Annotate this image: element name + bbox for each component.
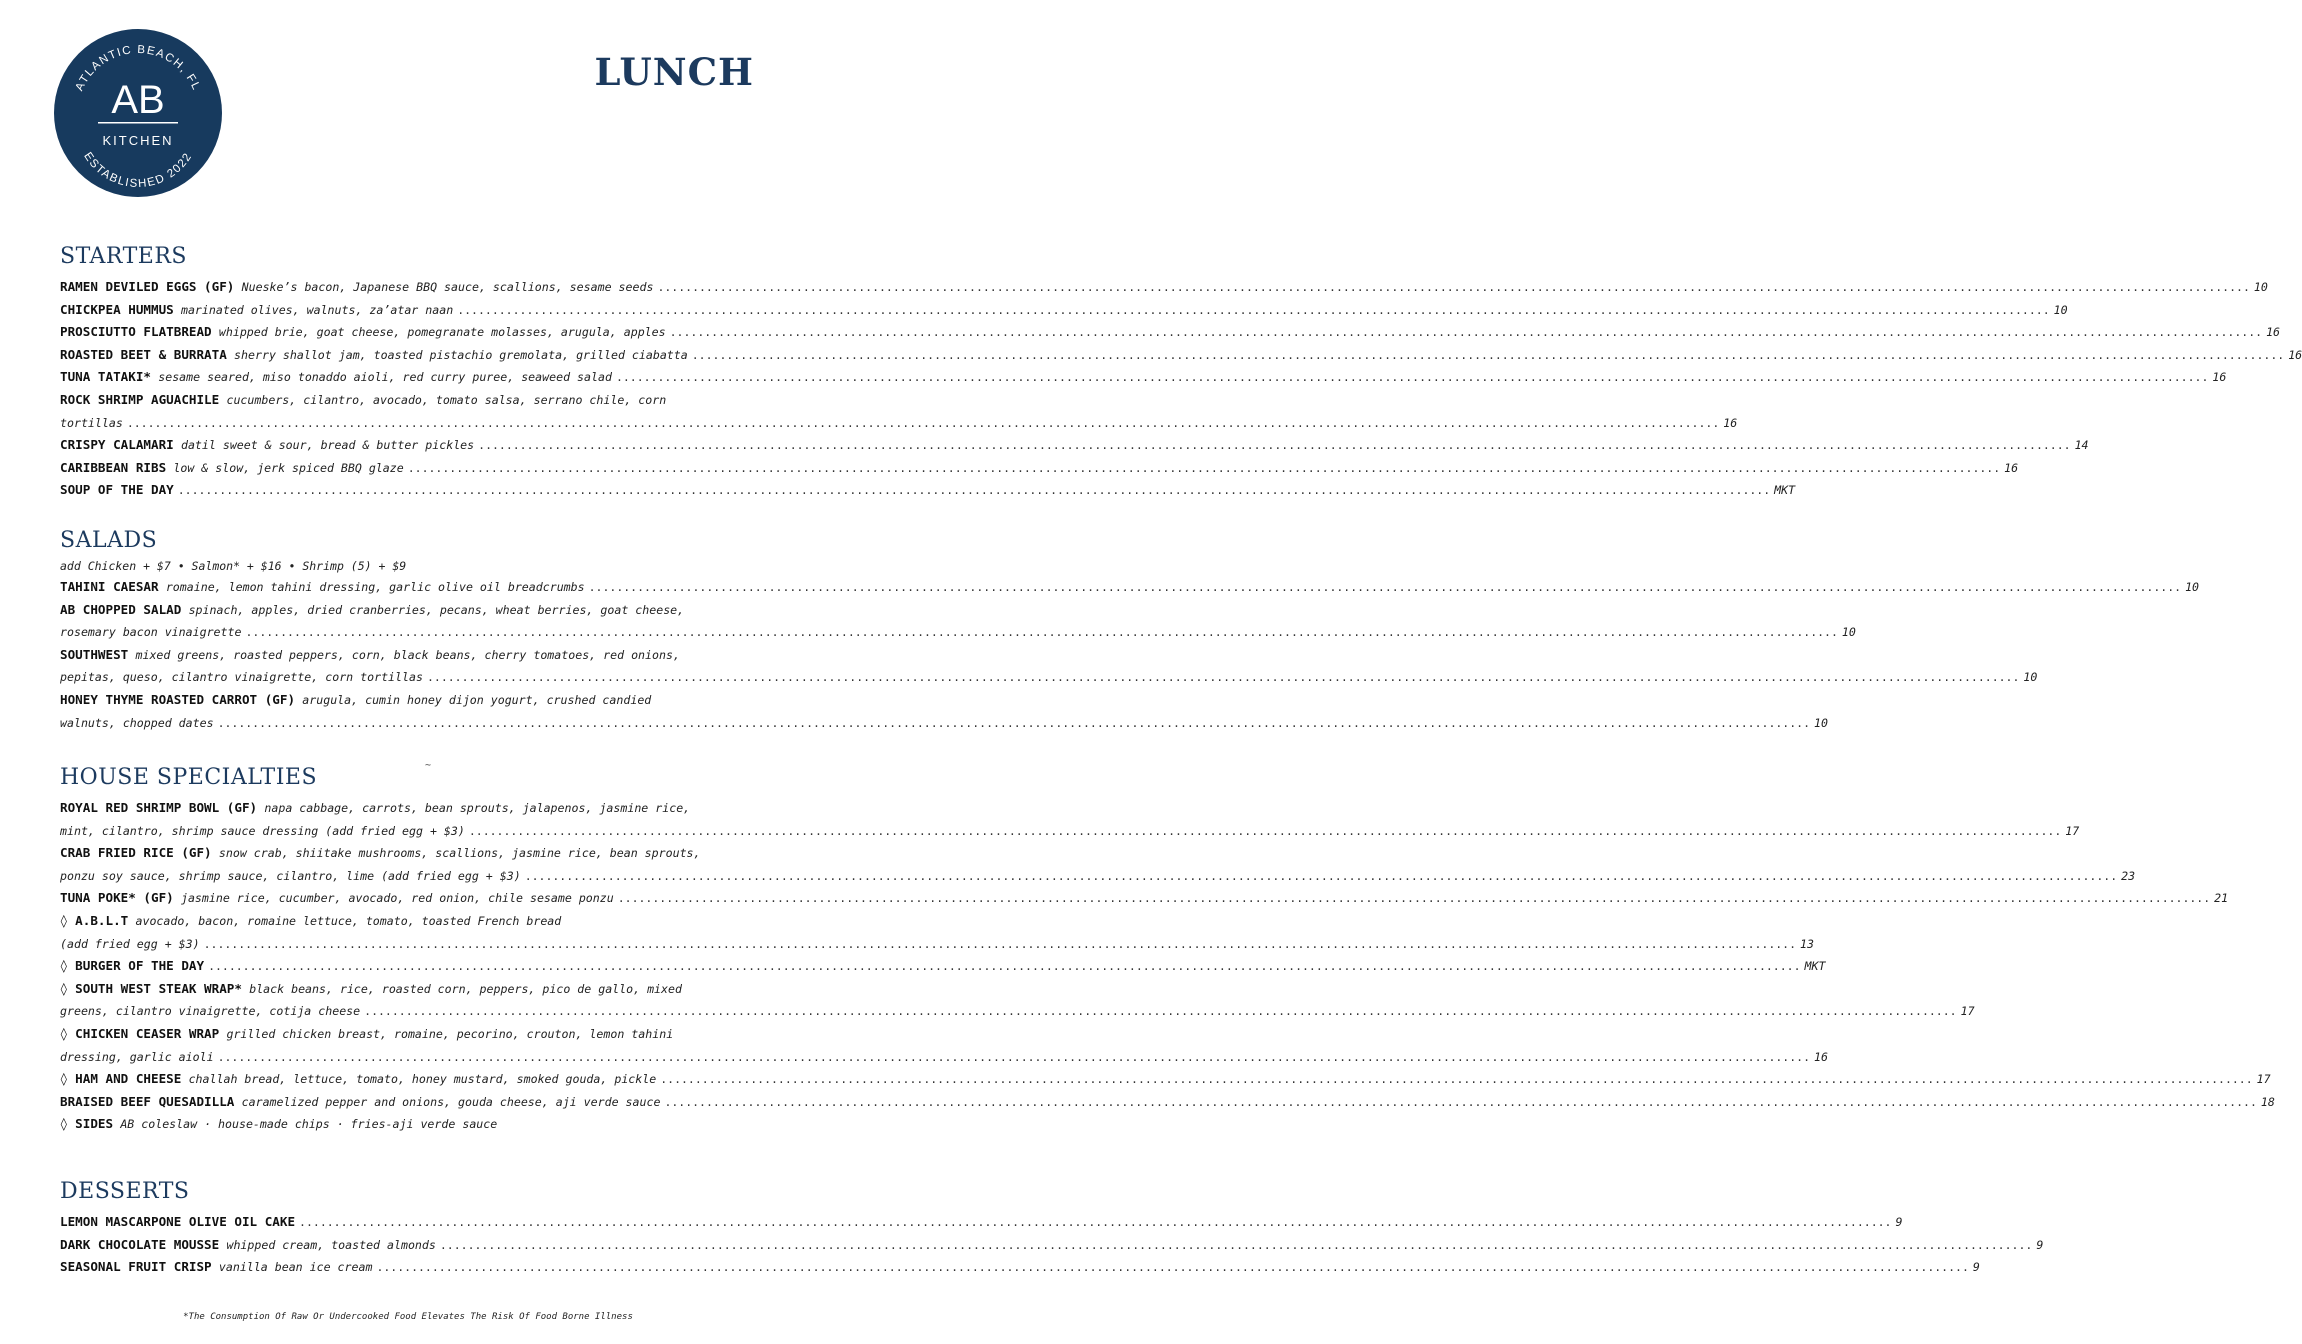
menu-item-line <box>60 389 756 412</box>
dot-leader <box>376 1256 1968 1279</box>
section-title: SALADS <box>60 528 158 553</box>
menu-item-description: Nueske’s bacon, Japanese BBQ sauce, scallions, sesame seeds <box>241 280 654 294</box>
menu-item-line <box>60 299 2068 322</box>
menu-item-price: 10 <box>1814 715 1828 730</box>
menu-item <box>60 599 1856 644</box>
menu-item-text <box>60 366 612 389</box>
menu-item-price: 17 <box>2256 1072 2271 1087</box>
menu-item-price: 16 <box>2004 460 2019 475</box>
menu-item-description: marinated olives, walnuts, za’atar naan <box>180 302 454 317</box>
menu-item-name: DARK CHOCOLATE MOUSSE <box>60 1236 220 1252</box>
menu-item-line <box>60 1211 1903 1234</box>
menu-item <box>60 344 2302 367</box>
menu-item-description-cont: mint, cilantro, shrimp sauce dressing (add fried egg + $3) <box>60 823 465 838</box>
menu-item-line <box>60 276 2268 299</box>
svg-text:ESTABLISHED 2022: ESTABLISHED 2022 <box>81 150 195 191</box>
menu-item-description: snow crab, shiitake mushrooms, scallions, jasmine rice, bean sprouts, <box>218 846 701 861</box>
menu-item-description: caramelized pepper and onions, gouda cheese, aji verde sauce <box>241 1094 661 1109</box>
section-title: DESSERTS <box>60 1179 190 1204</box>
menu-item-description: spinach, apples, dried cranberries, pecans, wheat berries, goat cheese, <box>188 602 685 617</box>
menu-item-line <box>60 434 2089 457</box>
menu-item-name: ◊ SIDES <box>60 1116 114 1132</box>
menu-item-description: AB coleslaw · house-made chips · fries-aji verde sauce <box>120 1117 498 1132</box>
section-title: STARTERS <box>60 244 187 269</box>
menu-item-price: 23 <box>2121 868 2136 883</box>
menu-item-line <box>60 412 1738 435</box>
menu-item-price: MKT <box>1774 483 1796 498</box>
menu-item-text <box>60 1091 660 1114</box>
menu-item <box>60 910 1815 955</box>
dot-leader <box>692 344 2284 367</box>
menu-item-price: 14 <box>2074 438 2089 453</box>
menu-item-line <box>60 576 2200 599</box>
menu-item-price: MKT <box>1804 959 1826 974</box>
menu-item <box>60 955 1826 978</box>
dot-leader <box>469 820 2061 843</box>
menu-item-price: 16 <box>1723 415 1738 430</box>
dot-leader <box>660 1068 2252 1091</box>
menu-item-line <box>60 1256 1980 1279</box>
menu-item-line <box>60 344 2302 367</box>
menu-item-text <box>60 321 666 344</box>
menu-item-text <box>60 276 653 299</box>
dot-leader <box>364 1000 1956 1023</box>
dot-leader <box>245 621 1837 644</box>
menu-item-text <box>60 299 453 322</box>
menu-item-line <box>60 479 1796 502</box>
menu-item-description: black beans, rice, roasted corn, peppers, pico de gallo, mixed <box>249 981 682 996</box>
menu-item-description-cont: pepitas, queso, cilantro vinaigrette, corn tortillas <box>60 670 423 685</box>
menu-item-description: sherry shallot jam, toasted pistachio gremolata, grilled ciabatta <box>234 347 688 362</box>
dot-leader <box>616 366 2208 389</box>
menu-item-line <box>60 666 2038 689</box>
svg-text:KITCHEN: KITCHEN <box>102 133 174 148</box>
menu-item <box>60 644 2038 689</box>
menu-item-name: SOUTHWEST <box>60 646 129 662</box>
dot-leader <box>218 1046 1810 1069</box>
menu-item-name: ◊ HAM AND CHEESE <box>60 1071 182 1087</box>
menu-item-line <box>60 955 1826 978</box>
menu-item-line <box>60 366 2227 389</box>
menu-item-description-cont: (add fried egg + $3) <box>60 936 200 951</box>
menu-item-description: cucumbers, cilantro, avocado, tomato salsa, serrano chile, corn <box>226 392 667 407</box>
dot-leader <box>457 299 2049 322</box>
menu-item-price: 9 <box>1972 1260 1980 1275</box>
dot-leader <box>218 712 1810 735</box>
menu-item-line <box>60 978 756 1001</box>
menu-item-text <box>60 820 465 843</box>
menu-item <box>60 1023 1828 1068</box>
dot-leader <box>589 576 2181 599</box>
menu-item-text <box>60 344 688 367</box>
menu-item-price: 9 <box>1895 1215 1903 1229</box>
menu-item <box>60 479 1796 502</box>
svg-text:ATLANTIC BEACH, FL: ATLANTIC BEACH, FL <box>73 43 203 93</box>
section-title: HOUSE SPECIALTIES <box>60 765 318 790</box>
menu-item-description: low & slow, jerk spiced BBQ glaze <box>173 460 404 475</box>
dot-leader <box>525 865 2117 888</box>
menu-item-price: 16 <box>2212 370 2227 385</box>
menu-item-line <box>60 712 1828 735</box>
menu-item-text <box>60 1234 436 1257</box>
dot-leader <box>670 321 2262 344</box>
menu-item <box>60 1068 2271 1091</box>
ab-kitchen-logo <box>54 29 222 197</box>
menu-item-name: ROCK SHRIMP AGUACHILE <box>60 391 220 407</box>
menu-item-text <box>60 621 241 644</box>
menu-item-text <box>60 1000 360 1023</box>
menu-item-line <box>60 321 2281 344</box>
menu-item <box>60 1091 2275 1114</box>
menu-item-name: TUNA POKE* (GF) <box>60 890 174 906</box>
menu-item-line <box>60 910 756 933</box>
menu-item <box>60 457 2019 480</box>
menu-item-description-cont: rosemary bacon vinaigrette <box>60 625 242 640</box>
menu-item-description-cont: dressing, garlic aioli <box>60 1049 214 1064</box>
dot-leader <box>664 1091 2256 1114</box>
menu-item-line <box>60 1000 1975 1023</box>
menu-item-name: ROASTED BEET & BURRATA <box>60 346 227 362</box>
menu-item-price: 16 <box>2266 325 2281 340</box>
menu-item-description: mixed greens, roasted peppers, corn, black beans, cherry tomatoes, red onions, <box>135 647 680 662</box>
section-house-specialties <box>60 765 2275 1136</box>
dot-leader <box>478 434 2070 457</box>
menu-item <box>60 1256 1980 1279</box>
menu-item-price: 10 <box>2053 302 2068 317</box>
menu-item <box>60 389 1738 434</box>
menu-item <box>60 689 1828 734</box>
menu-item-text <box>60 457 404 480</box>
menu-item-text <box>60 479 174 502</box>
menu-item-line <box>60 797 756 820</box>
menu-item-name: CHICKPEA HUMMUS <box>60 301 174 317</box>
menu-item-price: 17 <box>1960 1004 1975 1019</box>
menu-item-line <box>60 820 2080 843</box>
menu-item-name: TUNA TATAKI* <box>60 369 151 385</box>
dot-leader <box>204 933 1796 956</box>
menu-item-text <box>60 1046 214 1069</box>
menu-item-text <box>60 933 200 956</box>
menu-item-name: ◊ A.B.L.T <box>60 912 129 928</box>
section-salads <box>60 528 2200 734</box>
menu-item-price: 9 <box>2036 1237 2044 1252</box>
section-starters <box>60 244 2302 502</box>
menu-item-description-cont: greens, cilantro vinaigrette, cotija cheese <box>60 1004 361 1019</box>
menu-item-price: 17 <box>2065 823 2080 838</box>
menu-item-description-cont: tortillas <box>60 415 123 430</box>
menu-item-line <box>60 457 2019 480</box>
menu-item-name: HONEY THYME ROASTED CARROT (GF) <box>60 691 296 707</box>
menu-item-name: ◊ SOUTH WEST STEAK WRAP* <box>60 980 242 996</box>
menu-item-price: 21 <box>2214 891 2229 906</box>
menu-item-price: 10 <box>2253 280 2268 294</box>
menu-item-price: 18 <box>2260 1094 2275 1109</box>
menu-item-description: arugula, cumin honey dijon yogurt, crushed candied <box>302 692 652 707</box>
menu-item-line <box>60 933 1815 956</box>
menu-title: LUNCH <box>594 50 754 94</box>
menu-item <box>60 1211 1903 1234</box>
menu-item-name: ◊ CHICKEN CEASER WRAP <box>60 1025 220 1041</box>
menu-item <box>60 276 2268 299</box>
dot-leader <box>127 412 1719 435</box>
menu-item <box>60 797 2080 842</box>
dot-leader <box>618 887 2210 910</box>
menu-item-price: 16 <box>2288 347 2302 362</box>
menu-item <box>60 842 2136 887</box>
menu-item-price: 10 <box>2023 670 2038 685</box>
menu-item-text <box>60 666 423 689</box>
dot-leader <box>299 1211 1891 1234</box>
dot-leader <box>657 276 2249 299</box>
dot-leader <box>440 1234 2032 1257</box>
menu-item <box>60 434 2089 457</box>
dot-leader <box>208 955 1800 978</box>
menu-item-name: SEASONAL FRUIT CRISP <box>60 1259 212 1275</box>
menu-item-name: RAMEN DEVILED EGGS (GF) <box>60 279 235 294</box>
menu-item-description: whipped cream, toasted almonds <box>226 1237 436 1252</box>
menu-item <box>60 1113 756 1136</box>
salads-list <box>60 576 2200 734</box>
menu-item-name: TAHINI CAESAR <box>60 579 159 594</box>
menu-item-line <box>60 621 1856 644</box>
dot-leader <box>178 479 1770 502</box>
menu-item-name: CRAB FRIED RICE (GF) <box>60 845 212 861</box>
menu-item-description: romaine, lemon tahini dressing, garlic olive oil breadcrumbs <box>165 580 585 594</box>
menu-item-description-cont: ponzu soy sauce, shrimp sauce, cilantro, lime (add fried egg + $3) <box>60 868 521 883</box>
menu-item-line <box>60 1113 756 1136</box>
menu-item <box>60 299 2068 322</box>
section-desserts <box>60 1179 2044 1279</box>
menu-item-description: napa cabbage, carrots, bean sprouts, jalapenos, jasmine rice, <box>264 801 691 815</box>
menu-item-price: 10 <box>1841 625 1856 640</box>
menu-item-text <box>60 1113 497 1136</box>
menu-item-line <box>60 1068 2271 1091</box>
svg-text:AB: AB <box>111 78 165 122</box>
salad-addons-note: add Chicken + $7 • Salmon* + $16 • Shrimp (5) + $9 <box>60 559 407 573</box>
menu-item-line <box>60 1091 2275 1114</box>
menu-item-description: challah bread, lettuce, tomato, honey mustard, smoked gouda, pickle <box>188 1072 657 1087</box>
menu-item-name: LEMON MASCARPONE OLIVE OIL CAKE <box>60 1214 296 1229</box>
menu-item-description: grilled chicken breast, romaine, pecorino, crouton, lemon tahini <box>226 1026 674 1041</box>
menu-item-description: jasmine rice, cucumber, avocado, red onion, chile sesame ponzu <box>180 891 614 906</box>
dot-leader <box>408 457 2000 480</box>
menu-item <box>60 978 1975 1023</box>
raw-food-disclaimer: *The Consumption Of Raw Or Undercooked Food Elevates The Risk Of Food Borne Illness <box>183 1312 633 1322</box>
menu-item <box>60 576 2200 599</box>
menu-item-text <box>60 434 474 457</box>
menu-item-text <box>60 1256 372 1279</box>
menu-item-text <box>60 712 214 735</box>
menu-item-line <box>60 1023 756 1046</box>
menu-item-name: ROYAL RED SHRIMP BOWL (GF) <box>60 800 258 815</box>
menu-item-name: ◊ BURGER OF THE DAY <box>60 958 205 974</box>
menu-item-description: sesame seared, miso tonaddo aioli, red curry puree, seaweed salad <box>158 370 612 385</box>
menu-item-name: PROSCIUTTO FLATBREAD <box>60 324 212 340</box>
desserts-list <box>60 1211 2044 1279</box>
menu-item-text <box>60 865 521 888</box>
menu-item-line <box>60 599 756 622</box>
menu-item-line <box>60 1046 1828 1069</box>
menu-item-line <box>60 865 2136 888</box>
menu-item-line <box>60 689 756 712</box>
menu-item-name: SOUP OF THE DAY <box>60 482 174 498</box>
menu-item-price: 10 <box>2185 580 2200 594</box>
menu-item-name: CRISPY CALAMARI <box>60 437 174 453</box>
stray-mark: ~ <box>425 760 432 771</box>
menu-item-text <box>60 1068 656 1091</box>
menu-item-description-cont: walnuts, chopped dates <box>60 715 214 730</box>
menu-item-text <box>60 412 123 435</box>
menu-item-description: whipped brie, goat cheese, pomegranate molasses, arugula, apples <box>218 325 666 340</box>
menu-item-description: avocado, bacon, romaine lettuce, tomato, toasted French bread <box>135 913 562 928</box>
menu-item-text <box>60 1211 295 1234</box>
specialties-list <box>60 797 2275 1136</box>
dot-leader <box>427 666 2019 689</box>
menu-item-price: 13 <box>1800 936 1815 951</box>
menu-item-line <box>60 1234 2044 1257</box>
menu-item-description: datil sweet & sour, bread & butter pickles <box>180 438 475 453</box>
menu-item-description: vanilla bean ice cream <box>218 1260 373 1275</box>
starters-list <box>60 276 2302 502</box>
menu-item-line <box>60 644 756 667</box>
menu-item-text <box>60 887 614 910</box>
menu-item-text <box>60 576 585 599</box>
menu-item-price: 16 <box>1814 1049 1828 1064</box>
menu-item-name: CARIBBEAN RIBS <box>60 459 167 475</box>
menu-item <box>60 321 2281 344</box>
menu-item-line <box>60 842 756 865</box>
menu-item-name: AB CHOPPED SALAD <box>60 601 182 617</box>
menu-item-name: BRAISED BEEF QUESADILLA <box>60 1093 235 1109</box>
menu-item <box>60 1234 2044 1257</box>
menu-item <box>60 887 2229 910</box>
menu-item-text <box>60 955 204 978</box>
menu-item <box>60 366 2227 389</box>
menu-item-line <box>60 887 2229 910</box>
